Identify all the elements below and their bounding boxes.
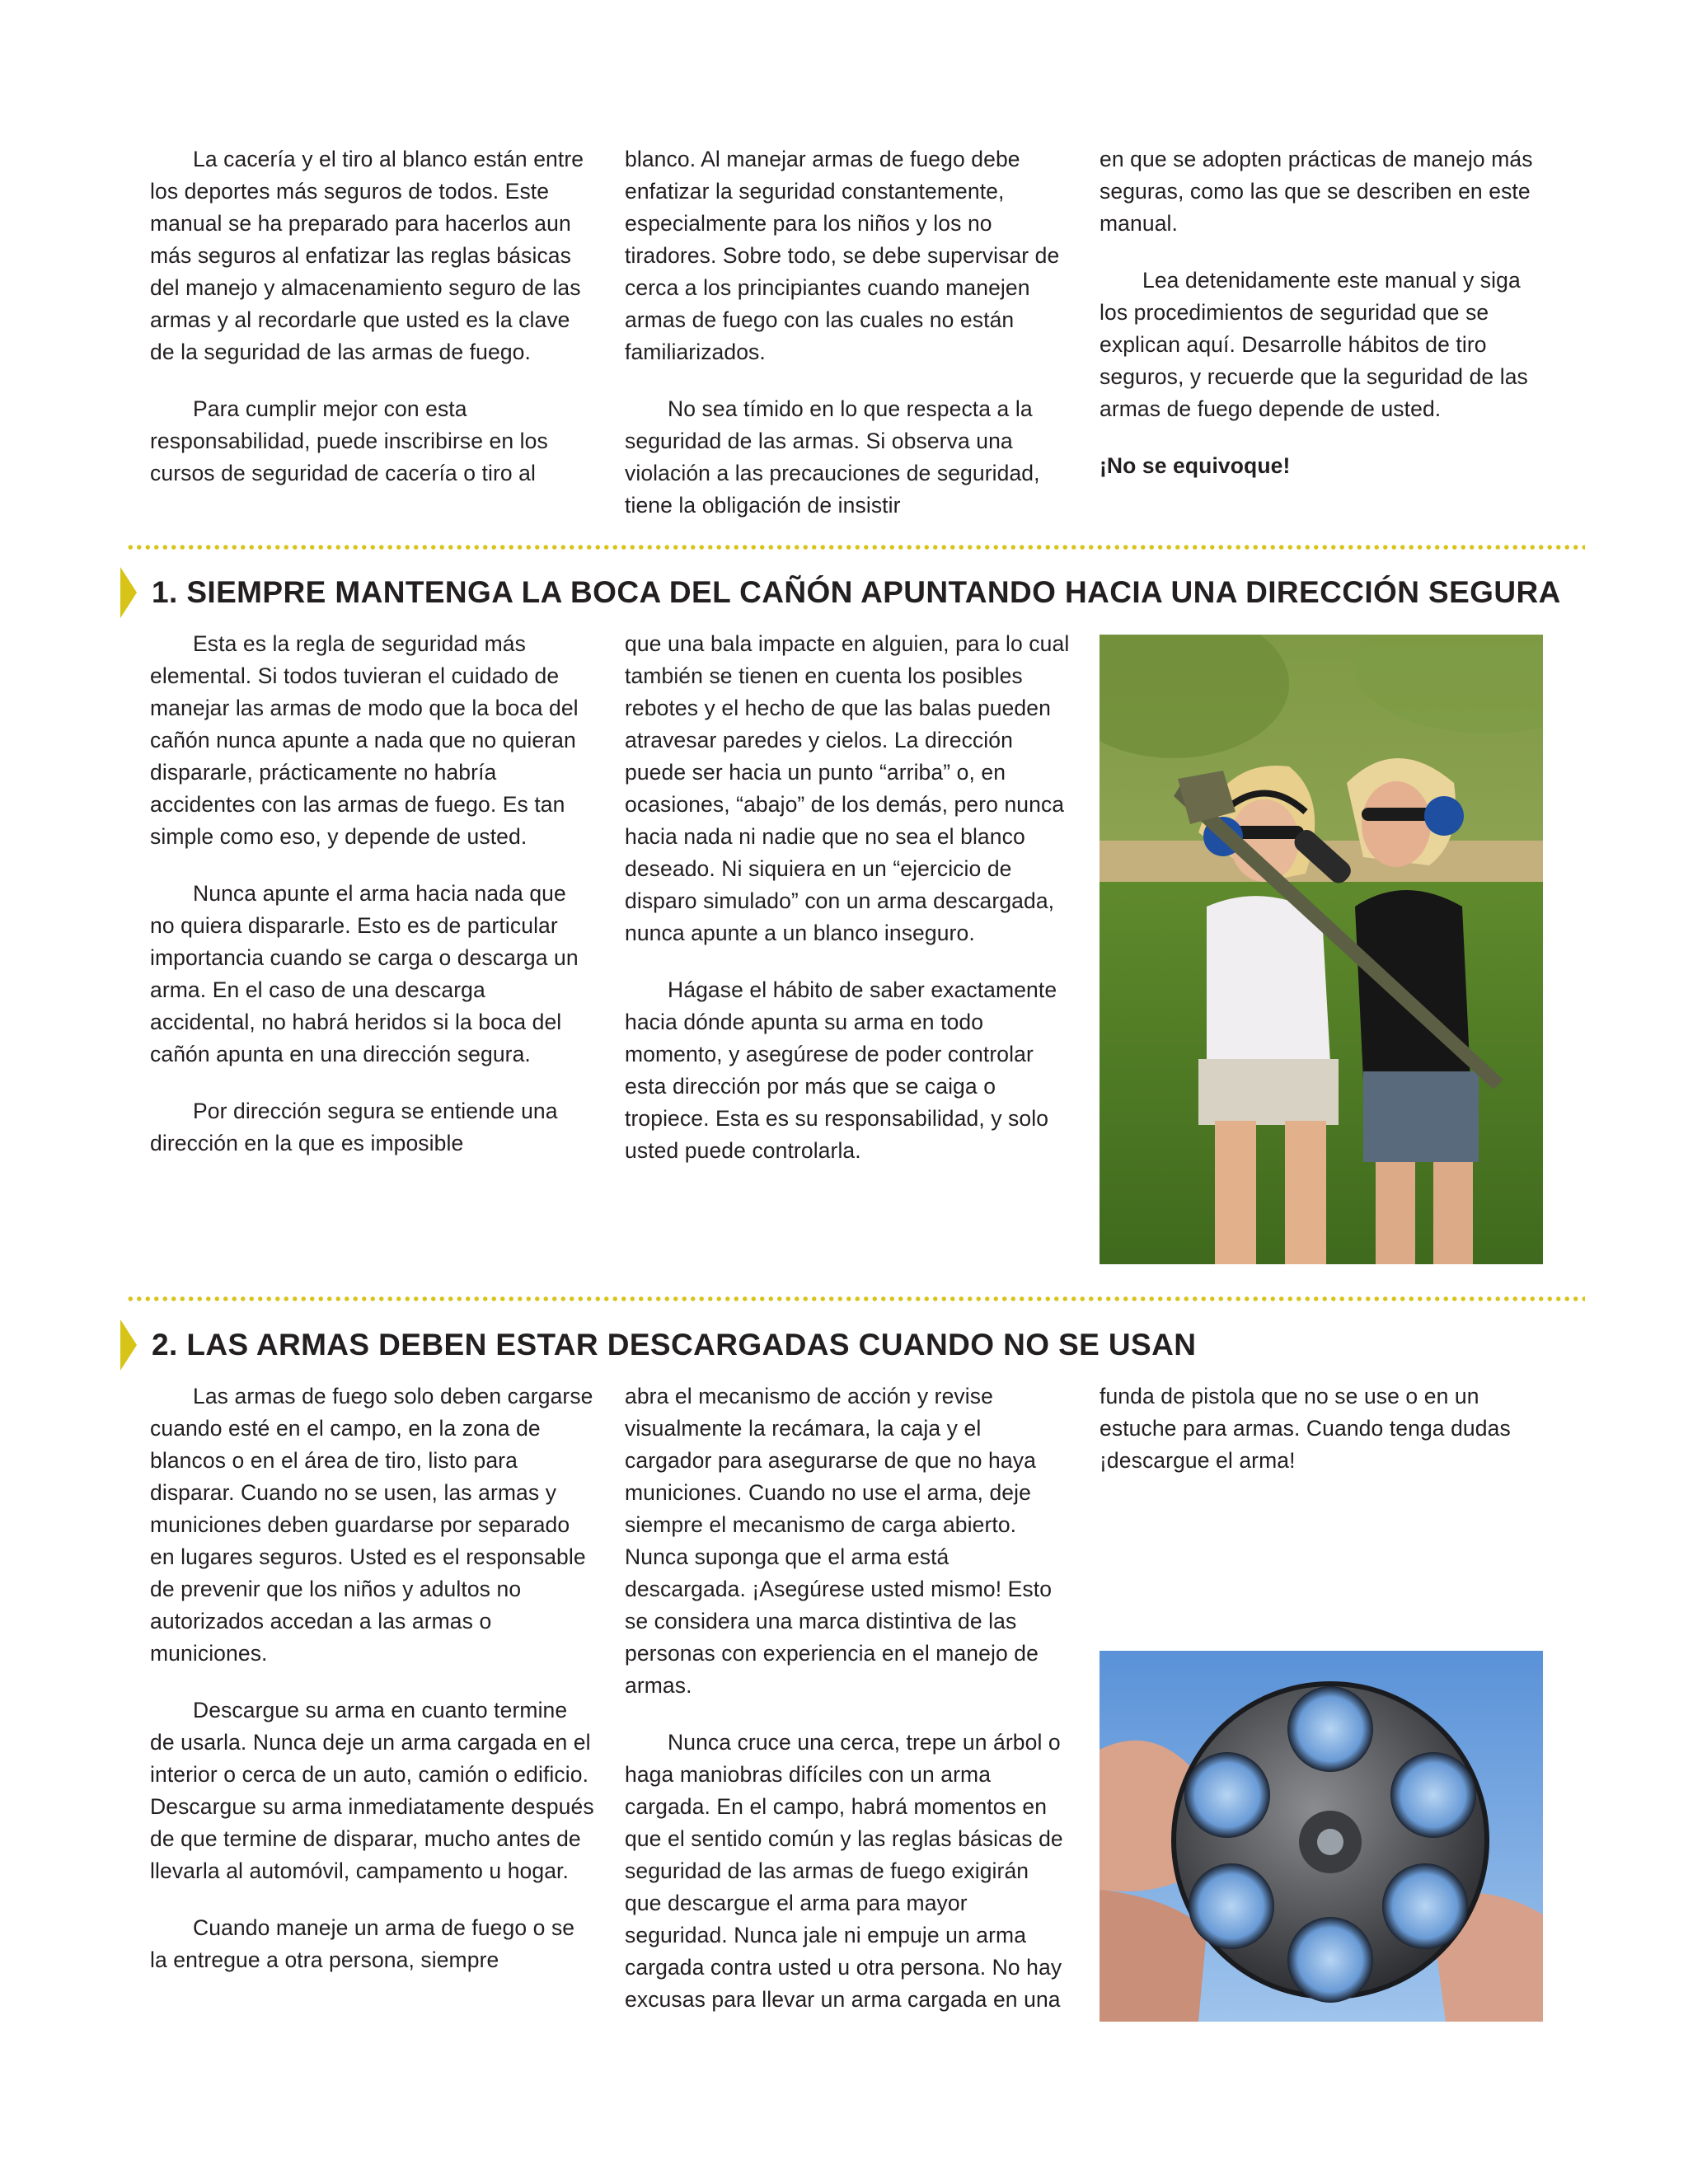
section-1-title: 1. SIEMPRE MANTENGA LA BOCA DEL CAÑÓN APUNTANDO HACIA UNA DIRECCIÓN SEGURA: [152, 575, 1561, 609]
intro-paragraph: blanco. Al manejar armas de fuego debe enfatizar la seguridad constantemente, especialmente para los niños y los no tiradores. Sobre todo, se debe supervisar de cerca a los principiantes cuando manejen armas de fuego con las cuales no están familiarizados.: [625, 147, 1060, 364]
intro-column-2: [625, 143, 1070, 546]
photo-revolver-cylinder: [1100, 1651, 1543, 2022]
section-2-paragraph: Descargue su arma en cuanto termine de usarla. Nunca deje un arma cargada en el interior o cerca de un auto, camión o edificio. Descargue su arma inmediatamente después de que termine de disparar, mucho antes de llevarla al automóvil, campamento u hogar.: [150, 1698, 594, 1883]
intro-paragraph: Para cumplir mejor con esta responsabilidad, puede inscribirse en los cursos de seguridad de cacería o tiro al: [150, 396, 548, 485]
section-2-paragraph: Nunca cruce una cerca, trepe un árbol o haga maniobras difíciles con un arma cargada. En el campo, habrá momentos en que el sentido común y las reglas básicas de seguridad de las armas de fuego exigirán que descargue el arma para mayor seguridad. Nunca jale ni empuje un arma cargada contra usted u otra persona. No hay excusas para llevar un arma cargada en una: [625, 1730, 1063, 2012]
section-1-paragraph: Hágase el hábito de saber exactamente hacia dónde apunta su arma en todo momento, y asegúrese de poder controlar esta dirección por más que se caiga o tropiece. Esta es su responsabilidad, y solo usted puede controlarla.: [625, 977, 1057, 1163]
section-2-paragraph: Cuando maneje un arma de fuego o se la entregue a otra persona, siempre: [150, 1915, 575, 1972]
section-1-paragraph: que una bala impacte en alguien, para lo cual también se tienen en cuenta los posibles rebotes y el hecho de que las balas pueden atravesar paredes y cielos. La dirección puede ser hacia un punto “arriba” o, en ocasiones, “abajo” de los demás, pero nunca hacia nada ni nadie que no sea el blanco deseado. Ni siquiera en un “ejercicio de disparo simulado” con un arma descargada, nunca apunte a un blanco inseguro.: [625, 631, 1070, 945]
intro-paragraph: en que se adopten prácticas de manejo más seguras, como las que se describen en este manual.: [1100, 147, 1533, 236]
section-2-column-1: [150, 1380, 595, 2001]
intro-paragraph: La cacería y el tiro al blanco están entre los deportes más seguros de todos. Este manual se ha preparado para hacerlos aun más seguros al enfatizar las reglas básicas del manejo y almacenamiento seguro de las armas y al recordarle que usted es la clave de la seguridad de las armas de fuego.: [150, 147, 584, 364]
section-divider: [126, 544, 1585, 551]
section-divider: [126, 1296, 1585, 1302]
intro-column-3: [1100, 143, 1545, 507]
section-2-column-3: [1100, 1380, 1545, 1502]
section-1-column-2: [625, 628, 1070, 1192]
section-2-heading: [120, 1319, 1196, 1371]
section-1-paragraph: Por dirección segura se entiende una dirección en la que es imposible: [150, 1099, 558, 1155]
section-1-heading: [120, 567, 1561, 618]
section-2-column-2: [625, 1380, 1070, 2041]
intro-paragraph: No sea tímido en lo que respecta a la seguridad de las armas. Si observa una violación a las precauciones de seguridad, tiene la obligación de insistir: [625, 396, 1040, 518]
section-1-paragraph: Nunca apunte el arma hacia nada que no quiera dispararle. Esto es de particular importancia cuando se carga o descarga un arma. En el caso de una descarga accidental, no habrá heridos si la boca del cañón apunta en una dirección segura.: [150, 881, 579, 1066]
section-2-paragraph: abra el mecanismo de acción y revise visualmente la recámara, la caja y el cargador para asegurarse de que no haya municiones. Cuando no use el arma, deje siempre el mecanismo de carga abierto. Nunca suponga que el arma está descargada. ¡Asegúrese usted mismo! Esto se considera una marca distintiva de las personas con experiencia en el manejo de armas.: [625, 1384, 1053, 1698]
section-2-paragraph: funda de pistola que no se use o en un estuche para armas. Cuando tenga dudas ¡descargue el arma!: [1100, 1384, 1511, 1473]
intro-column-1: [150, 143, 595, 514]
intro-closing: ¡No se equivoque!: [1100, 453, 1291, 478]
arrow-marker-icon: [120, 567, 137, 618]
section-1-paragraph: Esta es la regla de seguridad más elemental. Si todos tuvieran el cuidado de manejar las armas de modo que la boca del cañón nunca apunte a nada que no quieran dispararle, prácticamente no habría accidentes con las armas de fuego. Es tan simple como eso, y depende de usted.: [150, 631, 579, 849]
arrow-marker-icon: [120, 1319, 137, 1371]
intro-paragraph: Lea detenidamente este manual y siga los procedimientos de seguridad que se explican aquí. Desarrolle hábitos de tiro seguros, y recuerde que la seguridad de las armas de fuego depende de usted.: [1100, 268, 1528, 421]
section-2-paragraph: Las armas de fuego solo deben cargarse cuando esté en el campo, en la zona de blancos o en el área de tiro, listo para disparar. Cuando no se usen, las armas y municiones deben guardarse por separado en lugares seguros. Usted es el responsable de prevenir que los niños y adultos no autorizados accedan a las armas o municiones.: [150, 1384, 593, 1666]
photo-women-rifle: [1100, 635, 1543, 1264]
section-2-title: 2. LAS ARMAS DEBEN ESTAR DESCARGADAS CUANDO NO SE USAN: [152, 1328, 1197, 1361]
section-1-column-1: [150, 628, 595, 1184]
